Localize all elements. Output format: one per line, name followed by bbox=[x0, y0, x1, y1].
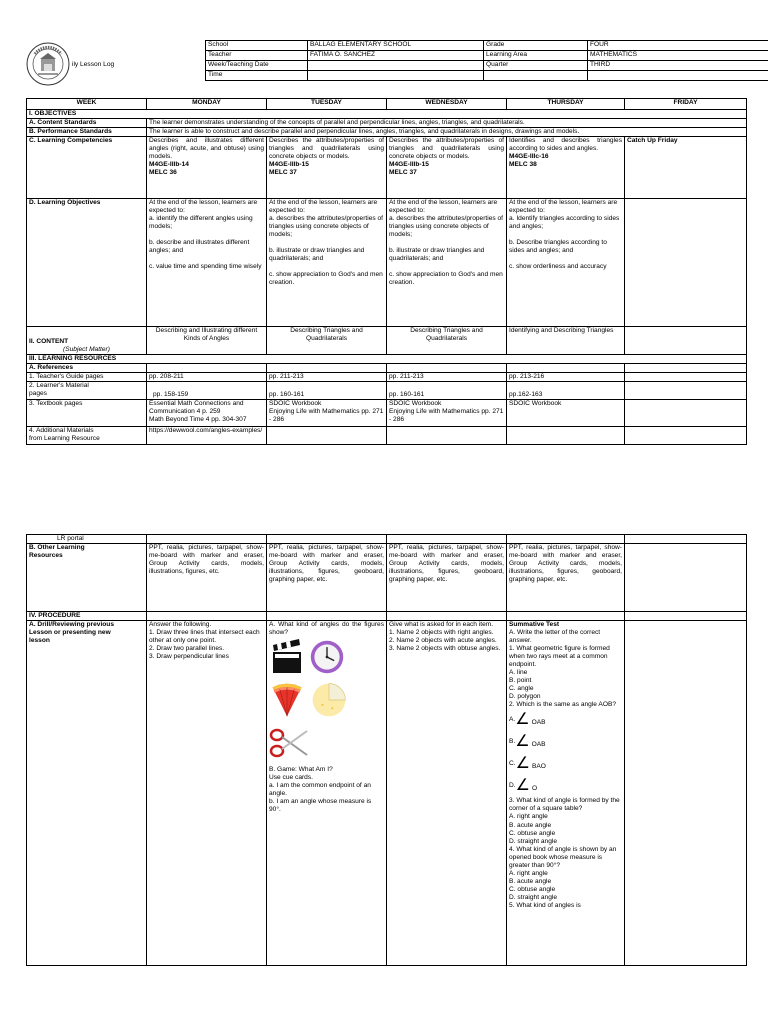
additional-label: 4. Additional Materials from Learning Resource bbox=[27, 427, 147, 445]
angle-icon: ∠ bbox=[515, 733, 530, 751]
col-friday: FRIDAY bbox=[625, 99, 747, 110]
header-table bbox=[205, 40, 768, 81]
deped-seal-icon bbox=[26, 42, 70, 86]
lesson-table-page1 bbox=[26, 98, 747, 445]
lesson-table-page2 bbox=[26, 534, 747, 966]
tg-monday: pp. 208-211 bbox=[147, 373, 267, 382]
label-quarter: Quarter bbox=[484, 61, 588, 71]
angle-icon: ∠ bbox=[515, 755, 530, 773]
col-monday: MONDAY bbox=[147, 99, 267, 110]
lm-thursday: pp.162-163 bbox=[507, 382, 625, 400]
clapperboard-icon bbox=[269, 639, 305, 675]
angle-icon: ∠ bbox=[515, 711, 530, 729]
lm-tuesday: pp. 160-161 bbox=[267, 382, 387, 400]
other-monday: PPT, realia, pictures, tarpapel, show-me-board with marker and eraser, Group Activity cards, models, illustrations, figures, etc. bbox=[147, 544, 267, 612]
learning-objectives-label: D. Learning Objectives bbox=[27, 199, 147, 327]
content-wednesday: Describing Triangles and Quadrilaterals bbox=[387, 327, 507, 355]
value-learning-area: MATHEMATICS bbox=[588, 51, 768, 61]
lm-row bbox=[27, 382, 747, 400]
value-school: BALLAG ELEMENTARY SCHOOL bbox=[308, 41, 484, 51]
textbook-label: 3. Textbook pages bbox=[27, 400, 147, 427]
value-grade: FOUR bbox=[588, 41, 768, 51]
objective-friday bbox=[625, 199, 747, 327]
logo-text: ily Lesson Log bbox=[72, 61, 115, 68]
lm-label: 2. Learner's Material pages bbox=[27, 382, 147, 400]
angle-option-d: D. ∠ O bbox=[509, 777, 538, 795]
tg-thursday: pp. 213-216 bbox=[507, 373, 625, 382]
content-standards-label: A. Content Standards bbox=[27, 119, 147, 128]
competencies-label: C. Learning Competencies bbox=[27, 137, 147, 199]
lm-monday: pp. 158-159 bbox=[147, 382, 267, 400]
competency-friday: Catch Up Friday bbox=[625, 137, 747, 199]
resources-heading: III. LEARNING RESOURCES bbox=[27, 355, 747, 364]
label-school: School bbox=[206, 41, 308, 51]
other-tuesday: PPT, realia, pictures, tarpapel, show-me-board with marker and eraser, Group Activity cards, models, illustrations, figures, geoboard, graphing paper, etc. bbox=[267, 544, 387, 612]
performance-standards-label: B. Performance Standards bbox=[27, 128, 147, 137]
other-thursday: PPT, realia, pictures, tarpapel, show-me-board with marker and eraser, Group Activity cards, models, illustrations, figures, geoboard, graphing paper, etc. bbox=[507, 544, 625, 612]
procedure-heading: IV. PROCEDURE bbox=[27, 612, 147, 621]
angle-option-c: C. ∠ BAO bbox=[509, 755, 546, 773]
textbook-thursday: SDOIC Workbook bbox=[507, 400, 625, 427]
drill-wednesday: Give what is asked for in each item. 1. Name 2 objects with right angles. 2. Name 2 objects with acute angles. 3. Name 2 objects with obtuse angles. bbox=[387, 621, 507, 966]
textbook-row bbox=[27, 400, 747, 427]
value-teacher: FATIMA O. SANCHEZ bbox=[308, 51, 484, 61]
label-week-date: Week/Teaching Date bbox=[206, 61, 308, 71]
label-learning-area: Learning Area bbox=[484, 51, 588, 61]
other-wednesday: PPT, realia, pictures, tarpapel, show-me-board with marker and eraser, Group Activity cards, models, illustrations, figures, geoboard, graphing paper, etc. bbox=[387, 544, 507, 612]
col-tuesday: TUESDAY bbox=[267, 99, 387, 110]
textbook-monday: Essential Math Connections and Communication 4 p. 259 Math Beyond Time 4 pp. 304-307 bbox=[147, 400, 267, 427]
col-thursday: THURSDAY bbox=[507, 99, 625, 110]
objective-thursday: At the end of the lesson, learners are expected to: a. Identify triangles according to sides and angles; b. Describe triangles according to sides and angles; and c. show orderliness and accuracy bbox=[507, 199, 625, 327]
additional-row bbox=[27, 427, 747, 445]
objectives-heading: I. OBJECTIVES bbox=[27, 110, 747, 119]
pizza-icon bbox=[307, 682, 351, 718]
additional-tuesday bbox=[267, 427, 387, 445]
angle-option-b: B. ∠ OAB bbox=[509, 733, 546, 751]
textbook-wednesday: SDOIC Workbook Enjoying Life with Mathematics pp. 271 - 286 bbox=[387, 400, 507, 427]
competency-thursday: Identifies and describes triangles according to sides and angles. M4GE-IIIc-16 MELC 38 bbox=[507, 137, 625, 199]
tg-wednesday: pp. 211-213 bbox=[387, 373, 507, 382]
learning-objectives-row bbox=[27, 199, 747, 327]
header-row-week bbox=[206, 61, 768, 71]
additional-wednesday bbox=[387, 427, 507, 445]
drill-thursday: Summative Test A. Write the letter of the correct answer. 1. What geometric figure is formed when two rays meet at a common endpoint. A. line B. point C. angle D. polygon 2. Which is the same as angle AOB? A. ∠ OAB B. ∠ OAB C. ∠ BAO D. ∠ O 3. What kind of angle is formed by the corner of a square table? A. right angle B. acute angle C. obtuse angle D. straight angle 4. What kind of angle is shown by an opened book whose measure is greater than 90°? A. right angle B. acute angle C. obtuse angle D. straight angle 5. What kind of angles is bbox=[507, 621, 625, 966]
objective-monday: At the end of the lesson, learners are expected to: a. identify the different angles using models; b. describe and illustrates different angles; and c. value time and spending time wisely bbox=[147, 199, 267, 327]
tg-row bbox=[27, 373, 747, 382]
competencies-row bbox=[27, 137, 747, 199]
content-monday: Describing and Illustrating different Kinds of Angles bbox=[147, 327, 267, 355]
value-quarter: THIRD bbox=[588, 61, 768, 71]
header-row-time bbox=[206, 71, 768, 81]
performance-standards-text: The learner is able to construct and describe parallel and perpendicular lines, angles, triangles, and quadrilaterals in designs, drawings and models. bbox=[147, 128, 747, 137]
angle-option-a: A. ∠ OAB bbox=[509, 711, 546, 729]
fan-icon bbox=[269, 682, 305, 718]
content-row bbox=[27, 327, 747, 355]
value-week-date bbox=[308, 61, 484, 71]
drill-row bbox=[27, 621, 747, 966]
drill-label: A. Drill/Reviewing previous Lesson or presenting new lesson bbox=[27, 621, 147, 966]
label-grade: Grade bbox=[484, 41, 588, 51]
clock-icon bbox=[307, 639, 347, 675]
tg-tuesday: pp. 211-213 bbox=[267, 373, 387, 382]
content-tuesday: Describing Triangles and Quadrilaterals bbox=[267, 327, 387, 355]
header-row-school bbox=[206, 41, 768, 51]
drill-friday bbox=[625, 621, 747, 966]
additional-thursday bbox=[507, 427, 625, 445]
value-time bbox=[308, 71, 484, 81]
competency-tuesday: Describes the attributes/properties of triangles and quadrilaterals using concrete objects or models. M4GE-IIIb-15 MELC 37 bbox=[267, 137, 387, 199]
other-resources-label: B. Other Learning Resources bbox=[27, 544, 147, 612]
tg-label: 1. Teacher's Guide pages bbox=[27, 373, 147, 382]
label-teacher: Teacher bbox=[206, 51, 308, 61]
week-header-row bbox=[27, 99, 747, 110]
content-friday bbox=[625, 327, 747, 355]
content-thursday: Identifying and Describing Triangles bbox=[507, 327, 625, 355]
additional-monday[interactable]: https://dewwool.com/angles-examples/ bbox=[147, 427, 267, 445]
content-label: II. CONTENT (Subject Matter) bbox=[27, 327, 147, 355]
lr-portal-label: LR portal bbox=[27, 535, 147, 544]
competency-monday: Describes and illustrates different angles (right, acute, and obtuse) using models. M4GE-IIIb-14 MELC 36 bbox=[147, 137, 267, 199]
objective-wednesday: At the end of the lesson, learners are expected to: a. describes the attributes/properties of triangles using concrete objects of models; b. illustrate or draw triangles and quadrilaterals; and c. show appreciation to God's and men creation. bbox=[387, 199, 507, 327]
lm-wednesday: pp. 160-161 bbox=[387, 382, 507, 400]
content-standards-text: The learner demonstrates understanding of the concepts of parallel and perpendicular lines, angles, triangles, and quadrilaterals. bbox=[147, 119, 747, 128]
angle-icon: ∠ bbox=[515, 777, 530, 795]
header-row-teacher bbox=[206, 51, 768, 61]
label-time: Time bbox=[206, 71, 308, 81]
value-empty bbox=[588, 71, 768, 81]
col-wednesday: WEDNESDAY bbox=[387, 99, 507, 110]
objective-tuesday: At the end of the lesson, learners are expected to: a. describes the attributes/properties of triangles using concrete objects of models; b. illustrate or draw triangles and quadrilaterals; and c. show appreciation to God's and men creation. bbox=[267, 199, 387, 327]
competency-wednesday: Describes the attributes/properties of triangles and quadrilaterals using concrete objects or models. M4GE-IIIb-15 MELC 37 bbox=[387, 137, 507, 199]
drill-tuesday: A. What kind of angles do the figures show? B. Game: What Am I? Use cue cards. a. I am the common endpoint of an angle. b. I am an angle whose measure is 90°. bbox=[267, 621, 387, 966]
textbook-tuesday: SDOIC Workbook Enjoying Life with Mathematics pp. 271 - 286 bbox=[267, 400, 387, 427]
label-empty bbox=[484, 71, 588, 81]
scissors-icon bbox=[269, 725, 309, 761]
col-week: WEEK bbox=[27, 99, 147, 110]
references-label: A. References bbox=[27, 364, 147, 373]
other-resources-row bbox=[27, 544, 747, 612]
drill-monday: Answer the following. 1. Draw three lines that intersect each other at only one point. 2. Draw two parallel lines. 3. Draw perpendicular lines bbox=[147, 621, 267, 966]
